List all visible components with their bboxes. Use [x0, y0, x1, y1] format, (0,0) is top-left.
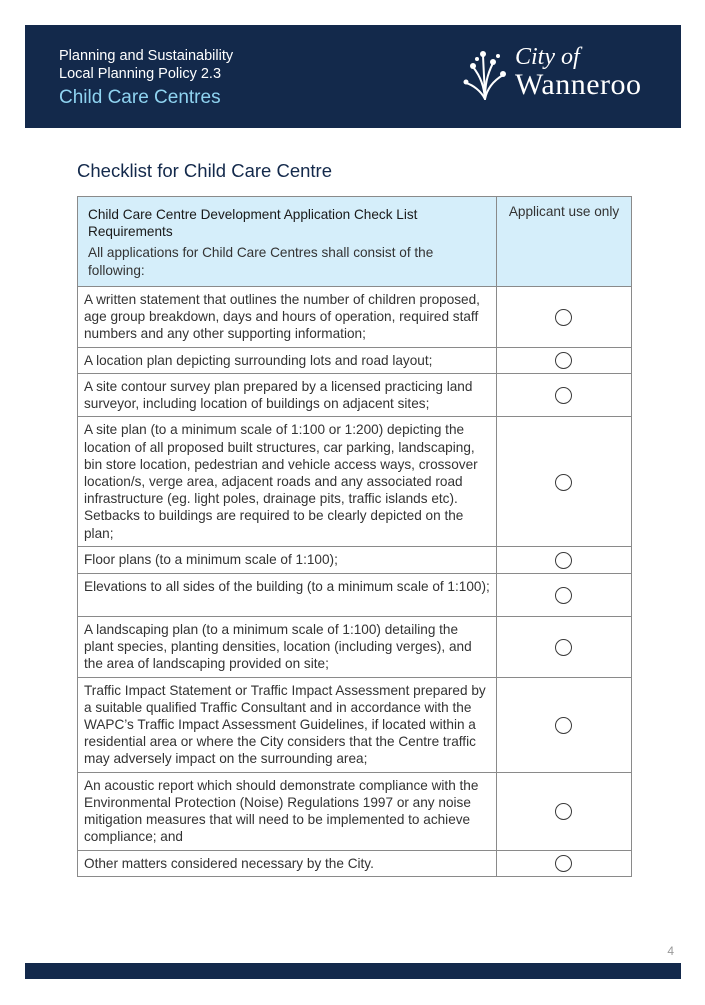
requirement-text: Floor plans (to a minimum scale of 1:100); — [78, 547, 497, 573]
table-row — [78, 417, 632, 547]
table-row — [78, 374, 632, 417]
check-circle[interactable] — [555, 855, 572, 872]
checkbox-cell — [497, 374, 632, 417]
city-logo — [463, 43, 663, 109]
table-row — [78, 616, 632, 677]
checkbox-cell — [497, 286, 632, 347]
applicant-use-header: Applicant use only — [497, 197, 632, 287]
header-policy-topic: Child Care Centres — [59, 87, 221, 108]
check-circle[interactable] — [555, 552, 572, 569]
footer-bar — [25, 963, 681, 979]
checkbox-cell — [497, 547, 632, 573]
requirement-text: A site plan (to a minimum scale of 1:100 or 1:200) depicting the location of all proposed built structures, car parking, landscaping, bin store location, pedestrian and vehicle access ways, crossover location/s, verge area, adjacent roads and any associated road infrastructure (eg. light poles, drainage pits, traffic islands etc). Setbacks to buildings are required to be clearly depicted on the plan; — [78, 417, 497, 547]
checkbox-cell — [497, 347, 632, 373]
kangaroo-paw-logo-icon — [463, 47, 509, 101]
check-circle[interactable] — [555, 352, 572, 369]
requirements-header-cell — [78, 197, 497, 287]
table-row — [78, 286, 632, 347]
logo-text-city-of: City of — [515, 44, 580, 70]
check-circle[interactable] — [555, 309, 572, 326]
requirements-header-subtitle: All applications for Child Care Centres shall consist of the following: — [88, 245, 434, 278]
table-row — [78, 573, 632, 616]
requirement-text: Traffic Impact Statement or Traffic Impact Assessment prepared by a suitable qualified Traffic Consultant and in accordance with the WAPC’s Traffic Impact Assessment Guidelines, if located within a residential area or where the City considers that the Centre traffic may adversely impact on the surrounding area; — [78, 677, 497, 772]
page-number: 4 — [667, 944, 674, 958]
requirement-text: Other matters considered necessary by the City. — [78, 850, 497, 876]
check-circle[interactable] — [555, 387, 572, 404]
check-circle[interactable] — [555, 587, 572, 604]
check-circle[interactable] — [555, 803, 572, 820]
requirement-text: A site contour survey plan prepared by a licensed practicing land surveyor, including location of buildings on adjacent sites; — [78, 374, 497, 417]
checkbox-cell — [497, 677, 632, 772]
checkbox-cell — [497, 417, 632, 547]
checklist-table — [77, 196, 632, 877]
requirement-text: A landscaping plan (to a minimum scale of 1:100) detailing the plant species, planting densities, location (including verges), and the area of landscaping provided on site; — [78, 616, 497, 677]
table-row — [78, 677, 632, 772]
page-title: Checklist for Child Care Centre — [77, 160, 332, 181]
table-row — [78, 850, 632, 876]
checkbox-cell — [497, 772, 632, 850]
header-department: Planning and Sustainability — [59, 48, 234, 64]
logo-text-wanneroo: Wanneroo — [515, 68, 642, 101]
requirements-header-title: Child Care Centre Development Application Check List Requirements — [88, 207, 418, 240]
check-circle[interactable] — [555, 717, 572, 734]
requirement-text: A location plan depicting surrounding lots and road layout; — [78, 347, 497, 373]
table-row — [78, 347, 632, 373]
requirement-text: An acoustic report which should demonstrate compliance with the Environmental Protection (Noise) Regulations 1997 or any noise mitigation measures that will need to be implemented to achieve compliance; and — [78, 772, 497, 850]
checkbox-cell — [497, 616, 632, 677]
table-header-row — [78, 197, 632, 287]
document-header — [25, 25, 681, 128]
checkbox-cell — [497, 573, 632, 616]
checkbox-cell — [497, 850, 632, 876]
check-circle[interactable] — [555, 639, 572, 656]
requirement-text: Elevations to all sides of the building (to a minimum scale of 1:100); — [78, 573, 497, 616]
requirement-text: A written statement that outlines the number of children proposed, age group breakdown, days and hours of operation, required staff numbers and any other supporting information; — [78, 286, 497, 347]
check-circle[interactable] — [555, 474, 572, 491]
table-row — [78, 772, 632, 850]
table-row — [78, 547, 632, 573]
header-policy: Local Planning Policy 2.3 — [59, 66, 222, 82]
